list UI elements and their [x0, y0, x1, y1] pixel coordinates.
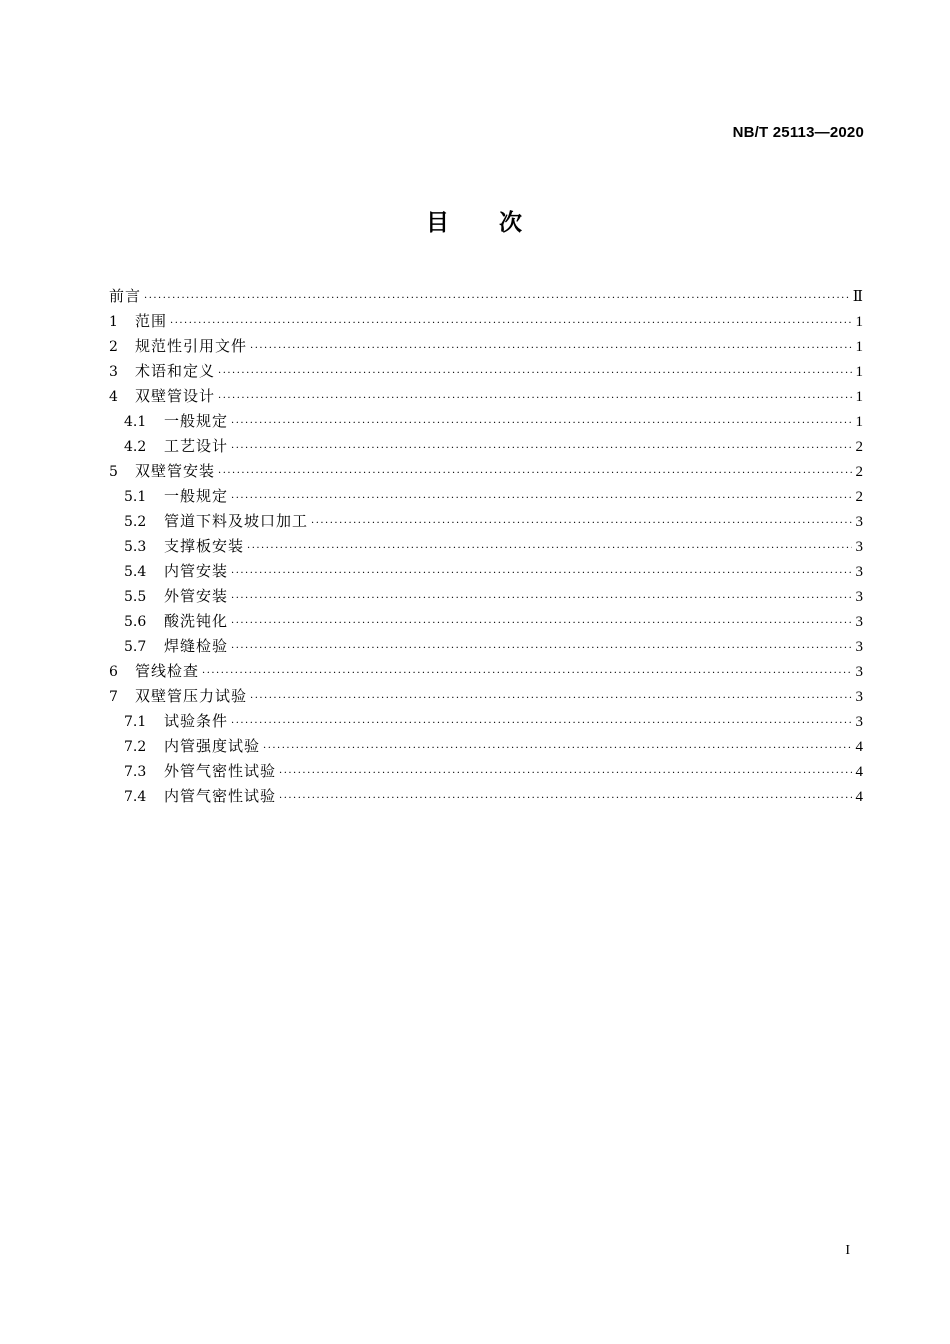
toc-entry-page: 2 — [855, 489, 863, 505]
toc-dot-leader — [250, 336, 852, 361]
toc-entry-label: 前言 — [109, 287, 142, 305]
toc-title — [0, 204, 950, 237]
toc-entry-label: 规范性引用文件 — [135, 337, 248, 355]
toc-entry[interactable] — [109, 734, 863, 759]
toc-dot-leader — [250, 686, 852, 711]
toc-dot-leader — [202, 661, 852, 686]
toc-entry-page: 1 — [855, 364, 863, 380]
toc-entry[interactable] — [109, 309, 863, 334]
toc-entry-number: 2 — [109, 339, 118, 355]
toc-entry-label: 试验条件 — [164, 712, 229, 730]
toc-entry-number: 5.7 — [124, 639, 147, 655]
toc-entry-number: 7.4 — [124, 789, 147, 805]
toc-entry[interactable] — [109, 459, 863, 484]
toc-entry[interactable] — [109, 384, 863, 409]
toc-dot-leader — [279, 786, 852, 811]
toc-entry-page: 1 — [855, 389, 863, 405]
toc-entry-number: 5.3 — [124, 539, 147, 555]
toc-dot-leader — [263, 736, 852, 761]
toc-entry-number: 4.2 — [124, 439, 147, 455]
toc-entry-number: 5.2 — [124, 514, 147, 530]
toc-dot-leader — [311, 511, 852, 536]
toc-dot-leader — [231, 486, 852, 511]
toc-dot-leader — [231, 611, 852, 636]
toc-dot-leader — [144, 286, 850, 311]
toc-entry-label: 内管强度试验 — [164, 737, 261, 755]
toc-entry-number: 5.6 — [124, 614, 147, 630]
toc-entry-label: 管线检查 — [135, 662, 200, 680]
toc-entry[interactable] — [109, 284, 863, 309]
toc-entry-page: 1 — [855, 339, 863, 355]
toc-entry-page: 3 — [855, 564, 863, 580]
toc-dot-leader — [231, 561, 852, 586]
toc-entry[interactable] — [109, 334, 863, 359]
document-code: NB/T 25113—2020 — [732, 124, 864, 141]
toc-entry-label: 术语和定义 — [135, 362, 216, 380]
toc-entry-label: 外管气密性试验 — [164, 762, 277, 780]
toc-entry-page: 4 — [855, 764, 863, 780]
toc-dot-leader — [218, 386, 852, 411]
toc-entry-label: 酸洗钝化 — [164, 612, 229, 630]
toc-entry-page: 3 — [855, 514, 863, 530]
toc-entry-label: 范围 — [135, 312, 168, 330]
toc-dot-leader — [218, 361, 852, 386]
toc-entry[interactable] — [109, 534, 863, 559]
toc-entry-number: 5.5 — [124, 589, 147, 605]
toc-entry-page: 2 — [855, 464, 863, 480]
toc-dot-leader — [231, 711, 852, 736]
toc-entry[interactable] — [109, 484, 863, 509]
toc-entry[interactable] — [109, 684, 863, 709]
toc-entry-label: 工艺设计 — [164, 437, 229, 455]
toc-entry-label: 双壁管设计 — [135, 387, 216, 405]
toc-entry-label: 双壁管安装 — [135, 462, 216, 480]
toc-entry-number: 6 — [109, 664, 118, 680]
toc-entry[interactable] — [109, 759, 863, 784]
toc-entry-number: 7.1 — [124, 714, 147, 730]
toc-dot-leader — [279, 761, 852, 786]
toc-entry[interactable] — [109, 359, 863, 384]
toc-entry-page: 3 — [855, 714, 863, 730]
toc-entry-number: 1 — [109, 314, 118, 330]
toc-dot-leader — [170, 311, 852, 336]
toc-entry[interactable] — [109, 784, 863, 809]
toc-entry-label: 一般规定 — [164, 487, 229, 505]
toc-entry[interactable] — [109, 634, 863, 659]
toc-entry[interactable] — [109, 434, 863, 459]
toc-entry-label: 内管安装 — [164, 562, 229, 580]
toc-title-part2: 次 — [499, 210, 524, 236]
toc-entry-label: 外管安装 — [164, 587, 229, 605]
toc-entry-label: 内管气密性试验 — [164, 787, 277, 805]
toc-entry-page: 3 — [855, 589, 863, 605]
toc-entry[interactable] — [109, 609, 863, 634]
toc-dot-leader — [231, 411, 852, 436]
toc-entry-number: 4.1 — [124, 414, 147, 430]
toc-entry-label: 支撑板安装 — [164, 537, 245, 555]
toc-title-part1: 目 — [426, 210, 451, 236]
toc-entry-page: 4 — [855, 789, 863, 805]
toc-entry-number: 7.3 — [124, 764, 147, 780]
toc-dot-leader — [247, 536, 852, 561]
toc-entry[interactable] — [109, 584, 863, 609]
toc-entry-number: 5.1 — [124, 489, 147, 505]
toc-entry-number: 3 — [109, 364, 118, 380]
toc-entry-number: 7 — [109, 689, 118, 705]
toc-entry-page: 3 — [855, 639, 863, 655]
toc-entry-page: 4 — [855, 739, 863, 755]
toc-entry-label: 一般规定 — [164, 412, 229, 430]
table-of-contents — [109, 284, 863, 809]
toc-entry-label: 双壁管压力试验 — [135, 687, 248, 705]
toc-dot-leader — [231, 586, 852, 611]
toc-entry-page: 3 — [855, 664, 863, 680]
toc-entry[interactable] — [109, 409, 863, 434]
toc-entry-label: 焊缝检验 — [164, 637, 229, 655]
toc-entry-page: 3 — [855, 689, 863, 705]
toc-entry[interactable] — [109, 709, 863, 734]
toc-entry[interactable] — [109, 509, 863, 534]
toc-entry-page: 3 — [855, 614, 863, 630]
toc-dot-leader — [231, 436, 852, 461]
toc-entry-page: Ⅱ — [852, 289, 863, 305]
toc-entry-number: 5 — [109, 464, 118, 480]
toc-entry-page: 3 — [855, 539, 863, 555]
toc-entry-number: 4 — [109, 389, 118, 405]
toc-entry[interactable] — [109, 559, 863, 584]
toc-entry-page: 1 — [855, 414, 863, 430]
toc-entry-page: 1 — [855, 314, 863, 330]
toc-dot-leader — [218, 461, 852, 486]
page-number: I — [845, 1243, 850, 1258]
toc-entry-label: 管道下料及坡口加工 — [164, 512, 309, 530]
toc-dot-leader — [231, 636, 852, 661]
toc-entry-number: 7.2 — [124, 739, 147, 755]
toc-entry-number: 5.4 — [124, 564, 147, 580]
toc-entry-page: 2 — [855, 439, 863, 455]
toc-entry[interactable] — [109, 659, 863, 684]
